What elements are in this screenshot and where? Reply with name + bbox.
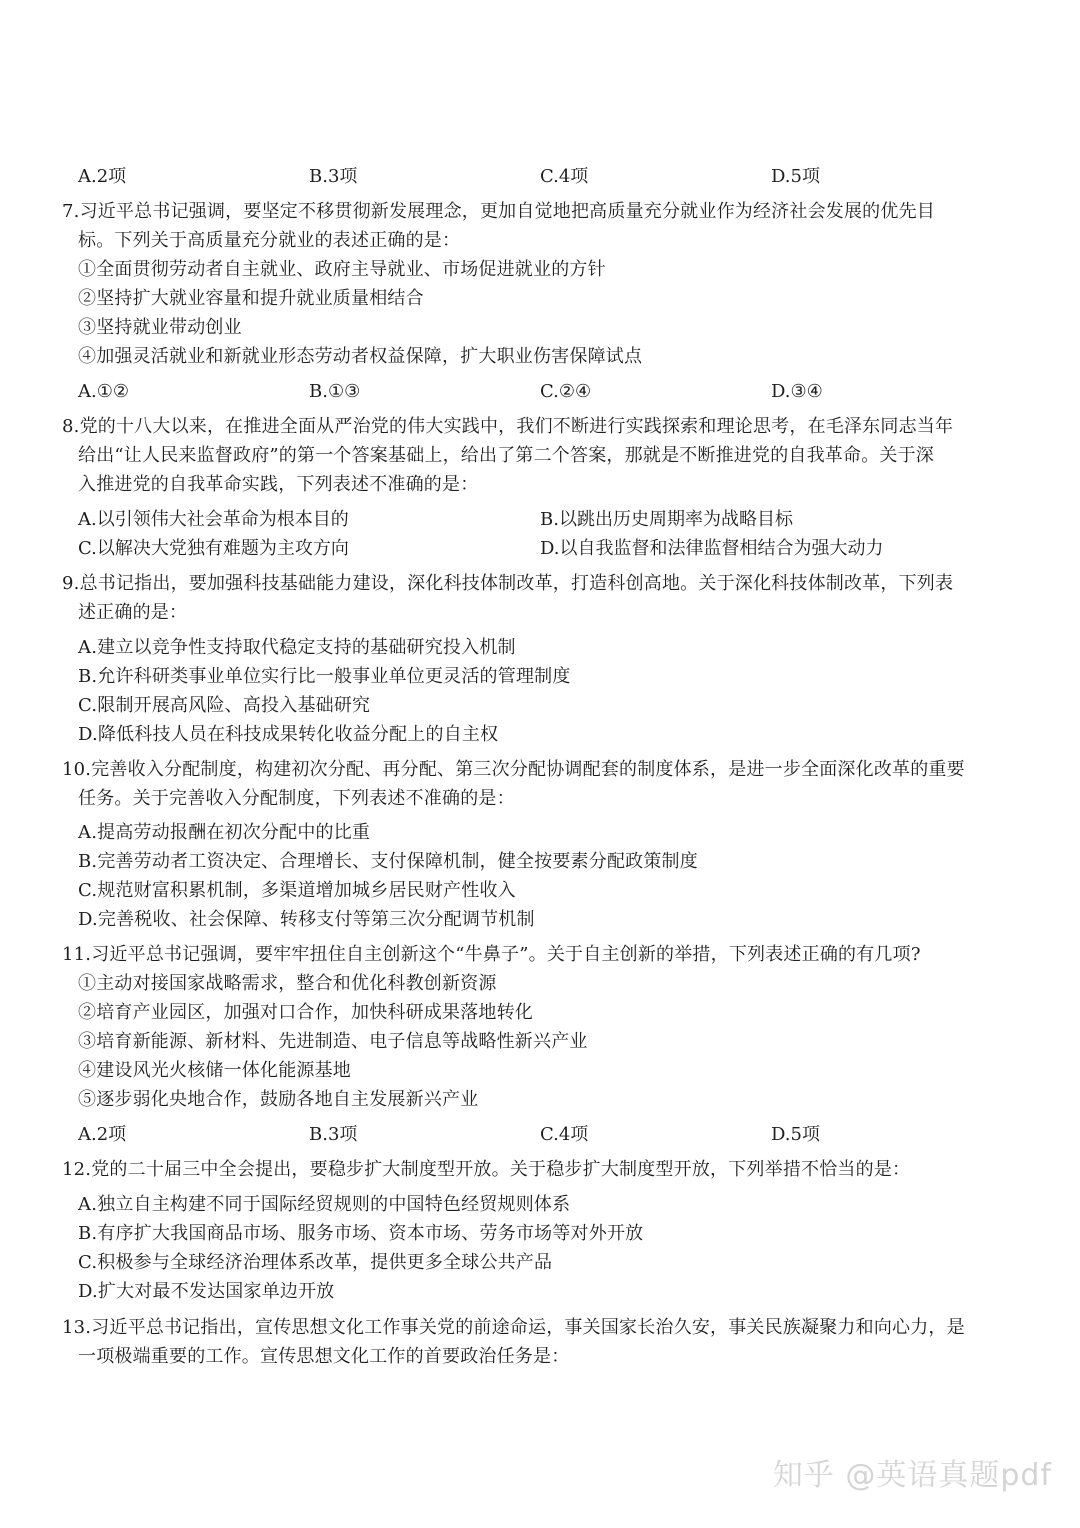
zhihu-watermark: 知乎 @英语真题pdf <box>772 1458 1052 1493</box>
q9-option-c: C.限制开展高风险、高投入基础研究 <box>78 695 371 716</box>
q13-stem-line-2: 一项极端重要的工作。宣传思想文化工作的首要政治任务是： <box>78 1346 570 1367</box>
q9-option-b: B.允许科研类事业单位实行比一般事业单位更灵活的管理制度 <box>78 666 571 687</box>
q11-option-c: C.4项 <box>540 1124 589 1145</box>
q12-option-a: A.独立自主构建不同于国际经贸规则的中国特色经贸规则体系 <box>78 1194 571 1215</box>
q10-option-a: A.提高劳动报酬在初次分配中的比重 <box>78 822 371 843</box>
q10-option-c: C.规范财富积累机制，多渠道增加城乡居民财产性收入 <box>78 880 516 901</box>
q6-option-c: C.4项 <box>540 166 589 187</box>
q11-item-2: ②培育产业园区，加强对口合作，加快科研成果落地转化 <box>78 1002 533 1023</box>
q12-option-b: B.有序扩大我国商品市场、服务市场、资本市场、劳务市场等对外开放 <box>78 1223 644 1244</box>
q8-stem-line-2: 给出“让人民来监督政府”的第一个答案基础上，给出了第二个答案，那就是不断推进党的自我革命。关于深 <box>78 445 934 466</box>
q6-option-b: B.3项 <box>309 166 358 187</box>
q7-stem-line-2: 标。下列关于高质量充分就业的表述正确的是： <box>78 230 461 251</box>
q8-option-c: C.以解决大党独有难题为主攻方向 <box>78 538 349 559</box>
q12-option-d: D.扩大对最不发达国家单边开放 <box>78 1281 335 1302</box>
q7-option-a: A.①② <box>78 381 129 402</box>
q8-option-a: A.以引领伟大社会革命为根本目的 <box>78 509 349 530</box>
q11-option-d: D.5项 <box>771 1124 820 1145</box>
q11-item-5: ⑤逐步弱化央地合作，鼓励各地自主发展新兴产业 <box>78 1089 479 1110</box>
q11-option-b: B.3项 <box>309 1124 358 1145</box>
q10-option-d: D.完善税收、社会保障、转移支付等第三次分配调节机制 <box>78 909 535 930</box>
q8-option-b: B.以跳出历史周期率为战略目标 <box>540 509 793 530</box>
q9-stem-line-2: 述正确的是： <box>78 602 188 623</box>
q8-stem-line-1: 8.党的十八大以来，在推进全面从严治党的伟大实践中，我们不断进行实践探索和理论思考，在毛泽东同志当年 <box>62 416 954 437</box>
q7-item-2: ②坚持扩大就业容量和提升就业质量相结合 <box>78 288 424 309</box>
q12-stem-line-1: 12.党的二十届三中全会提出，要稳步扩大制度型开放。关于稳步扩大制度型开放，下列举措不恰当的是： <box>62 1159 911 1180</box>
q7-stem-line-1: 7.习近平总书记强调，要坚定不移贯彻新发展理念，更加自觉地把高质量充分就业作为经济社会发展的优先目 <box>62 201 935 222</box>
q10-option-b: B.完善劳动者工资决定、合理增长、支付保障机制，健全按要素分配政策制度 <box>78 851 698 872</box>
q9-option-d: D.降低科技人员在科技成果转化收益分配上的自主权 <box>78 724 499 745</box>
q11-item-3: ③培育新能源、新材料、先进制造、电子信息等战略性新兴产业 <box>78 1031 588 1052</box>
q7-option-b: B.①③ <box>309 381 361 402</box>
q7-option-c: C.②④ <box>540 381 592 402</box>
q8-option-d: D.以自我监督和法律监督相结合为强大动力 <box>540 538 884 559</box>
q7-item-3: ③坚持就业带动创业 <box>78 317 242 338</box>
q12-option-c: C.积极参与全球经济治理体系改革，提供更多全球公共产品 <box>78 1252 553 1273</box>
q7-option-d: D.③④ <box>771 381 823 402</box>
q6-option-a: A.2项 <box>78 166 127 187</box>
q11-item-1: ①主动对接国家战略需求，整合和优化科教创新资源 <box>78 973 497 994</box>
q11-item-4: ④建设风光火核储一体化能源基地 <box>78 1060 351 1081</box>
q8-stem-line-3: 入推进党的自我革命实践，下列表述不准确的是： <box>78 474 479 495</box>
q7-item-1: ①全面贯彻劳动者自主就业、政府主导就业、市场促进就业的方针 <box>78 259 606 280</box>
q11-option-a: A.2项 <box>78 1124 127 1145</box>
q9-stem-line-1: 9.总书记指出，要加强科技基础能力建设，深化科技体制改革，打造科创高地。关于深化科技体制改革，下列表 <box>62 573 954 594</box>
q7-item-4: ④加强灵活就业和新就业形态劳动者权益保障，扩大职业伤害保障试点 <box>78 346 643 367</box>
q13-stem-line-1: 13.习近平总书记指出，宣传思想文化工作事关党的前途命运，事关国家长治久安，事关民族凝聚力和向心力，是 <box>62 1317 965 1338</box>
q10-stem-line-1: 10.完善收入分配制度，构建初次分配、再分配、第三次分配协调配套的制度体系，是进一步全面深化改革的重要 <box>62 759 965 780</box>
q11-stem-line-1: 11.习近平总书记强调，要牢牢扭住自主创新这个“牛鼻子”。关于自主创新的举措，下列表述正确的有几项? <box>62 944 921 965</box>
q10-stem-line-2: 任务。关于完善收入分配制度，下列表述不准确的是： <box>78 788 515 809</box>
q9-option-a: A.建立以竞争性支持取代稳定支持的基础研究投入机制 <box>78 637 516 658</box>
q6-option-d: D.5项 <box>771 166 820 187</box>
